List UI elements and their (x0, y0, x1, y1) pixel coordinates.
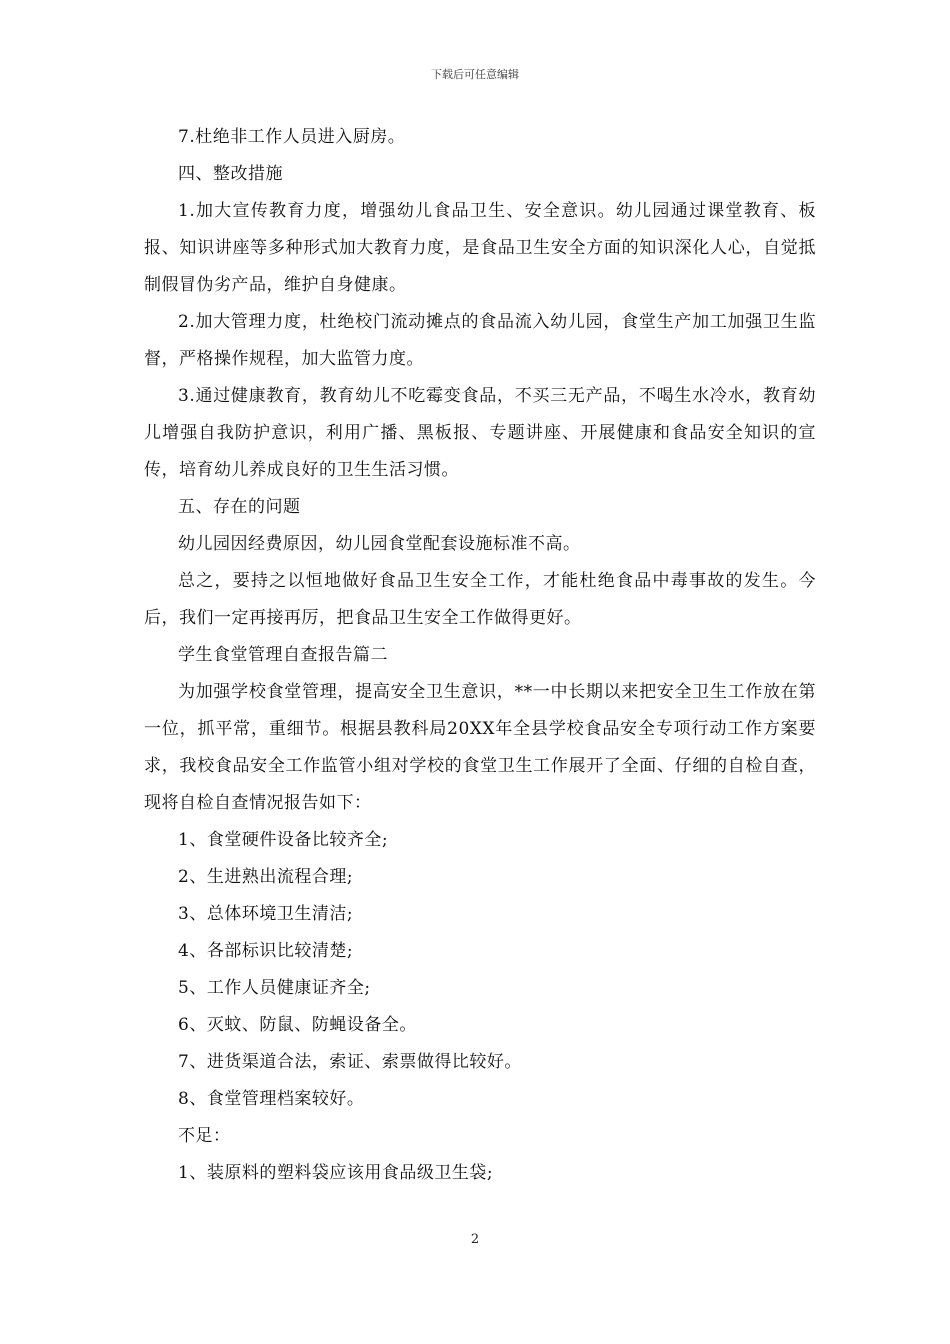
report-title-part-two: 学生食堂管理自查报告篇二 (178, 645, 388, 665)
list-item: 8、食堂管理档案较好。 (178, 1089, 365, 1109)
page-header: 下载后可任意编辑 (431, 68, 519, 81)
paragraph-item-7: 7.杜绝非工作人员进入厨房。 (178, 127, 406, 147)
list-item: 1、食堂硬件设备比较齐全; (178, 830, 389, 850)
list-item: 3、总体环境卫生清洁; (178, 904, 354, 924)
list-item: 5、工作人员健康证齐全; (178, 978, 371, 998)
paragraph-problem: 幼儿园因经费原因，幼儿园食堂配套设施标准不高。 (178, 534, 581, 554)
paragraph-summary: 总之，要持之以恒地做好食品卫生安全工作，才能杜绝食品中毒事故的发生。今后，我们一定再接再厉，把食品卫生安全工作做得更好。 (144, 571, 816, 628)
paragraph-measure-2: 2.加大管理力度，杜绝校门流动摊点的食品流入幼儿园，食堂生产加工加强卫生监督，严格操作规程，加大监管力度。 (144, 312, 816, 369)
subheading-shortcomings: 不足： (178, 1126, 231, 1146)
section-heading-rectification: 四、整改措施 (178, 164, 283, 184)
paragraph-measure-3: 3.通过健康教育，教育幼儿不吃霉变食品，不买三无产品，不喝生水冷水，教育幼儿增强自我防护意识，利用广播、黑板报、专题讲座、开展健康和食品安全知识的宣传，培育幼儿养成良好的卫生生活习惯。 (144, 386, 816, 480)
paragraph-intro: 为加强学校食堂管理，提高安全卫生意识，**一中长期以来把安全卫生工作放在第一位，抓平常，重细节。根据县教科局20XX年全县学校食品安全专项行动工作方案要求，我校食品安全工作监管小组对学校的食堂卫生工作展开了全面、仔细的自检自查，现将自检自查情况报告如下： (144, 682, 816, 813)
paragraph-measure-1: 1.加大宣传教育力度，增强幼儿食品卫生、安全意识。幼儿园通过课堂教育、板报、知识讲座等多种形式加大教育力度，是食品卫生安全方面的知识深化人心，自觉抵制假冒伪劣产品，维护自身健康。 (144, 201, 816, 295)
list-item: 2、生进熟出流程合理; (178, 867, 354, 887)
list-item: 7、进货渠道合法，索证、索票做得比较好。 (178, 1052, 522, 1072)
section-heading-problems: 五、存在的问题 (178, 497, 301, 517)
list-item: 6、灭蚊、防鼠、防蝇设备全。 (178, 1015, 417, 1035)
page-number: 2 (470, 1232, 480, 1247)
list-item: 1、装原料的塑料袋应该用食品级卫生袋; (178, 1163, 494, 1183)
list-item: 4、各部标识比较清楚; (178, 941, 354, 961)
document-body (144, 119, 816, 1192)
